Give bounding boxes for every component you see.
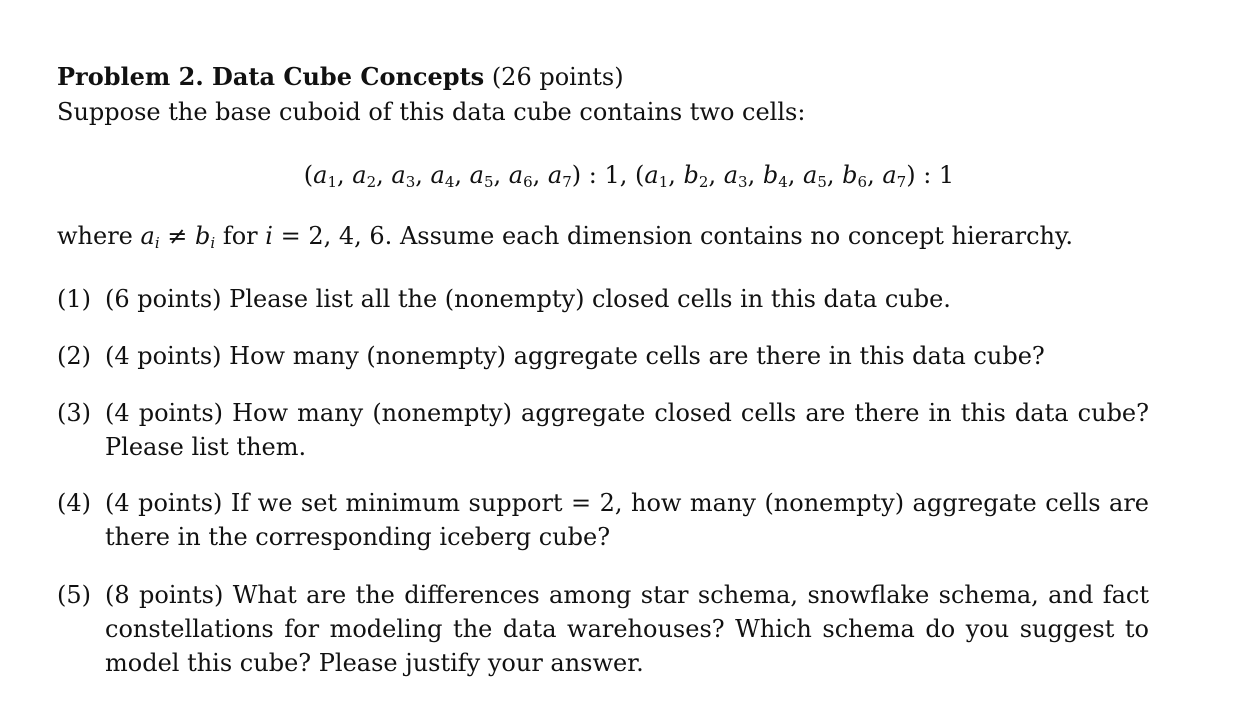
question-text: (6 points) Please list all the (nonempty) closed cells in this data cube. <box>105 285 951 313</box>
cell-1-var: a <box>508 161 524 189</box>
cell-1-var: a <box>313 161 328 189</box>
cell-2-var-sub: 4 <box>778 173 788 191</box>
cell-2-var: a <box>723 161 739 189</box>
cell-2-var-sub: 6 <box>857 173 868 191</box>
problem-heading <box>57 60 624 94</box>
cell-1-var-sub: 1 <box>327 173 338 191</box>
cell-1-var-sub: 7 <box>562 173 572 191</box>
cell-1-var-sub: 4 <box>444 173 455 191</box>
question-text: (4 points) How many (nonempty) aggregate closed cells are there in this data cube? Please list them. <box>105 399 1149 461</box>
question-item <box>57 396 1149 464</box>
cell-2-var: b <box>683 161 699 189</box>
cell-1-var-sub: 2 <box>366 173 377 191</box>
cell-1-var: a <box>391 161 406 189</box>
condition-values: = 2, 4, 6. <box>272 222 393 250</box>
cell-1-var: a <box>469 161 484 189</box>
cell-1-var: a <box>352 161 367 189</box>
cell-2-var-sub: 7 <box>896 173 907 191</box>
cell-1-var-sub: 3 <box>405 173 416 191</box>
question-item <box>57 282 1149 316</box>
condition-neq: ≠ <box>159 222 196 250</box>
cell-2-var: a <box>882 161 897 189</box>
condition-for: for <box>215 222 266 250</box>
condition-prefix: where <box>57 222 133 250</box>
question-number: (1) <box>57 285 91 313</box>
question-number: (2) <box>57 342 91 370</box>
formula-expression: ($a_1$, $a_2$, $a_3$, $a_4$, $a_5$, $a_6$, $a_7$) : 1, ($a_1$, $b_2$, $a_3$, $b_4$, $a_5$, $b_6$, $a_7$) : 1 <box>303 161 955 191</box>
base-cuboid-formula <box>0 158 1234 192</box>
condition-b: b <box>195 222 211 250</box>
question-number: (5) <box>57 581 91 609</box>
problem-intro: Suppose the base cuboid of this data cube contains two cells: <box>57 98 806 126</box>
cell-1-var-sub: 5 <box>483 173 494 191</box>
condition-a-sub: i <box>154 234 160 252</box>
problem-title: Problem 2. Data Cube Concepts <box>57 62 485 91</box>
question-item <box>57 486 1149 554</box>
condition-b-sub: i <box>210 234 216 252</box>
cell-1-var-sub: 6 <box>523 173 533 191</box>
cell-2-count: : 1 <box>915 161 955 189</box>
question-item <box>57 578 1149 680</box>
question-text: (4 points) How many (nonempty) aggregate cells are there in this data cube? <box>105 342 1045 370</box>
cell-2-var: a <box>644 161 659 189</box>
cell-2-var: b <box>842 161 858 189</box>
condition-a: a <box>140 222 155 250</box>
question-text: (4 points) If we set minimum support = 2, how many (nonempty) aggregate cells are there in the corresponding iceberg cube? <box>105 489 1149 551</box>
condition-rest: Assume each dimension contains no concept hierarchy. <box>399 222 1074 250</box>
cell-1-var: a <box>547 161 563 189</box>
cell-2-var-sub: 1 <box>658 173 669 191</box>
cell-1-count: : 1 <box>581 161 620 189</box>
condition-line <box>57 219 1073 253</box>
question-text: (8 points) What are the differences among star schema, snowflake schema, and fact constellations for modeling the data warehouses? Which schema do you suggest to model this cube? Please justify your answer. <box>105 581 1149 677</box>
cell-2-var-sub: 2 <box>698 173 709 191</box>
question-number: (3) <box>57 399 91 427</box>
cell-1-var: a <box>430 161 445 189</box>
question-number: (4) <box>57 489 91 517</box>
condition-i: i <box>265 222 273 250</box>
cell-2-var: a <box>803 161 818 189</box>
question-item <box>57 339 1149 373</box>
cell-2-var-sub: 5 <box>817 173 827 191</box>
cell-2-var-sub: 3 <box>738 173 748 191</box>
problem-points: (26 points) <box>491 63 624 91</box>
cell-2-var: b <box>762 161 779 189</box>
